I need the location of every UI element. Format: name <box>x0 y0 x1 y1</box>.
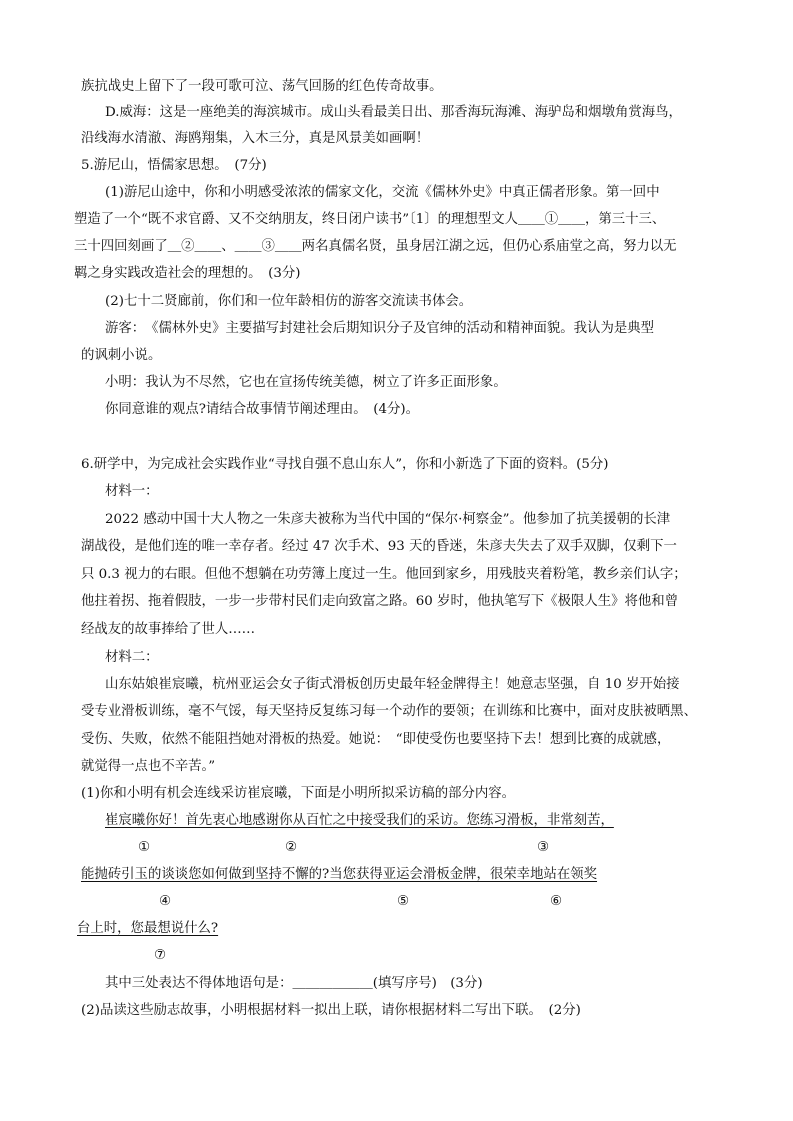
marker-3: ③ <box>537 840 550 855</box>
option-d-line: D.威海：这是一座绝美的海滨城市。成山头看最美日出、那香海玩海滩、海驴岛和烟墩角赏海鸟， <box>105 105 682 120</box>
text-line: 羁之身实践改造社会的理想的。 (3分) <box>74 266 301 281</box>
text-line: (2)品读这些励志故事，小明根据材料一拟出上联，请你根据材料二写出下联。 (2分) <box>81 1003 581 1018</box>
text-line: 受专业滑板训练，毫不气馁，每天坚持反复练习每一个动作的要领；在训练和比赛中，面对皮肤被晒黑、 <box>81 704 697 719</box>
interview-draft-line-3: 台上时，您最想说什么? <box>77 921 219 936</box>
text-line: (1)你和小明有机会连线采访崔宸曦，下面是小明所拟采访稿的部分内容。 <box>81 786 516 801</box>
marker-5: ⑤ <box>397 894 410 909</box>
text-line: 游客： 《儒林外史》主要描写封建社会后期知识分子及官绅的活动和精神面貌。我认为是典型 <box>105 321 655 336</box>
text-line: (1)游尼山途中，你和小明感受浓浓的儒家文化，交流《儒林外史》中真正儒者形象。第一回中 <box>105 185 660 200</box>
text-line: 小明：我认为不尽然，它也在宣扬传统美德，树立了许多正面形象。 <box>105 375 507 390</box>
answer-prompt: 其中三处表达不得体地语句是：＿＿＿＿＿＿(填写序号) (3分) <box>105 976 483 991</box>
marker-4: ④ <box>159 894 172 909</box>
text-line: 就觉得一点也不辛苦。” <box>81 759 216 774</box>
question-5-heading: 5.游尼山，悟儒家思想。 (7分) <box>81 158 267 173</box>
material-1-label: 材料一： <box>105 484 159 499</box>
text-line: 三十四回刻画了＿②＿＿、＿＿③＿＿两名真儒名贤，虽身居江湖之远，但仍心系庙堂之高，努力以无 <box>74 239 677 254</box>
marker-1: ① <box>138 840 151 855</box>
interview-draft-line-1: 崔宸曦你好！首先衷心地感谢你从百忙之中接受我们的采访。您练习滑板，非常刻苦， <box>105 813 614 828</box>
text-line: 受伤、失败，依然不能阻挡她对滑板的热爱。她说： “即使受伤也要坚持下去！想到比赛的成就感， <box>81 732 671 747</box>
text-line: 湖战役，是他们连的唯一幸存者。经过 47 次手术、93 天的昏迷，朱彦夫失去了双手双脚，仅剩下一 <box>81 539 677 554</box>
text-line: 他拄着拐、拖着假肢，一步一步带村民们走向致富之路。60 岁时，他执笔写下《极限人生》将他和曾 <box>81 594 679 609</box>
text-line: 只 0.3 视力的右眼。但他不想躺在功劳簿上度过一生。他回到家乡，用残肢夹着粉笔，教乡亲们认字； <box>81 567 687 582</box>
text-line: 沿线海水清澈、海鸥翔集，入木三分，真是风景美如画啊！ <box>81 131 430 146</box>
interview-draft-line-2: 能抛砖引玉的谈谈您如何做到坚持不懈的?当您获得亚运会滑板金牌，很荣幸地站在领奖 <box>81 867 598 882</box>
text-line: 你同意谁的观点?请结合故事情节阐述理由。 (4分)。 <box>105 402 420 417</box>
text-line: 的讽刺小说。 <box>81 348 162 363</box>
marker-2: ② <box>285 840 298 855</box>
text-line: 2022 感动中国十大人物之一朱彦夫被称为当代中国的“保尔·柯察金”。他参加了抗美援朝的长津 <box>105 512 671 527</box>
material-2-label: 材料二： <box>105 650 159 665</box>
text-line: 塑造了一个“既不求官爵、又不交纳朋友，终日闭户读书”〔1〕的理想型文人＿＿①＿＿，第三十三、 <box>74 212 666 227</box>
text-line: 族抗战史上留下了一段可歌可泣、荡气回肠的红色传奇故事。 <box>81 79 443 94</box>
question-6-heading: 6.研学中，为完成社会实践作业“寻找自强不息山东人”，你和小新选了下面的资料。(5分) <box>81 457 609 472</box>
text-line: (2)七十二贤廊前，你们和一位年龄相仿的游客交流读书体会。 <box>105 294 473 309</box>
text-line: 山东姑娘崔宸曦，杭州亚运会女子街式滑板创历史最年轻金牌得主！她意志坚强，自 10 岁开始接 <box>105 677 680 692</box>
marker-7: ⑦ <box>154 948 167 963</box>
text-line: 经战友的故事捧给了世人…… <box>81 622 256 637</box>
marker-6: ⑥ <box>550 894 563 909</box>
